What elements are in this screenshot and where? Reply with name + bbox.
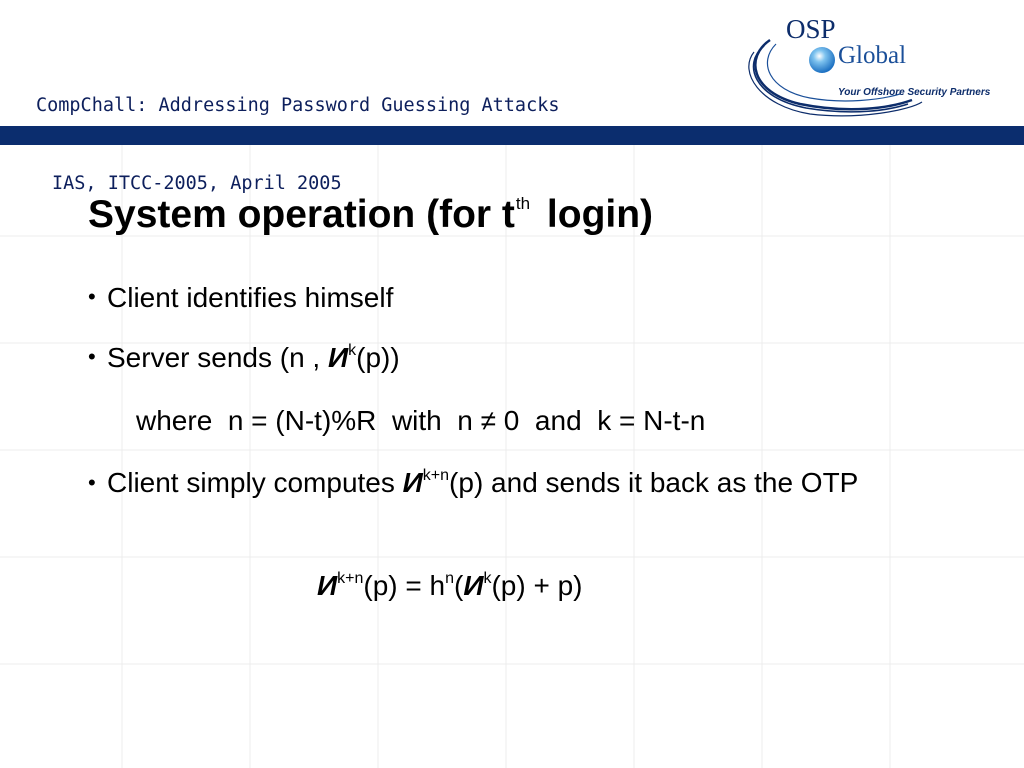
formula-exponent-2: n — [445, 570, 454, 587]
hash-symbol: И — [402, 467, 423, 498]
otp-formula — [317, 567, 583, 605]
bullet-text: Client identifies himself — [107, 282, 394, 313]
bullet-text-post: (p) and sends it back as the OTP — [449, 467, 859, 498]
header-line-venue: IAS, ITCC-2005, April 2005 — [52, 173, 342, 194]
hash-symbol: И — [327, 342, 349, 373]
exponent-k-plus-n: k+n — [422, 467, 450, 484]
logo-tagline: Your Offshore Security Partners — [838, 87, 991, 98]
bullet-text-pre: Client simply computes — [107, 467, 403, 498]
slide-title — [88, 180, 653, 239]
slide-title-end: login) — [536, 193, 654, 236]
where-condition-line: where n = (N-t)%R with n ≠ 0 and k = N-t-n — [136, 405, 706, 436]
bullet-text-post: (p)) — [356, 342, 400, 373]
formula-part-1: (p) = h — [363, 570, 446, 601]
slide-title-superscript: th — [515, 194, 531, 213]
logo-global-text: Global — [838, 42, 907, 69]
bullet-marker: • — [88, 284, 96, 309]
slide-title-main: System operation (for t — [88, 193, 515, 236]
header-divider-band — [0, 126, 1024, 145]
bullet-server-sends — [107, 339, 400, 377]
formula-part-2: ( — [454, 570, 464, 601]
bullet-marker: • — [88, 344, 96, 369]
logo-osp-text: OSP — [786, 14, 836, 44]
formula-exponent-3: k — [483, 570, 492, 587]
bullet-marker: • — [88, 470, 96, 495]
formula-symbol-1: И — [317, 570, 338, 601]
header-line-title: CompChall: Addressing Password Guessing Attacks — [36, 95, 560, 116]
bullet-client-computes — [107, 463, 877, 503]
bullet-text-pre: Server sends (n , — [107, 342, 328, 373]
formula-part-3: (p) + p) — [491, 570, 583, 601]
bullet-client-identifies — [107, 279, 393, 317]
exponent-k: k — [348, 342, 357, 359]
formula-symbol-2: И — [463, 570, 484, 601]
formula-exponent-1: k+n — [337, 570, 364, 587]
osp-global-logo — [740, 12, 991, 120]
